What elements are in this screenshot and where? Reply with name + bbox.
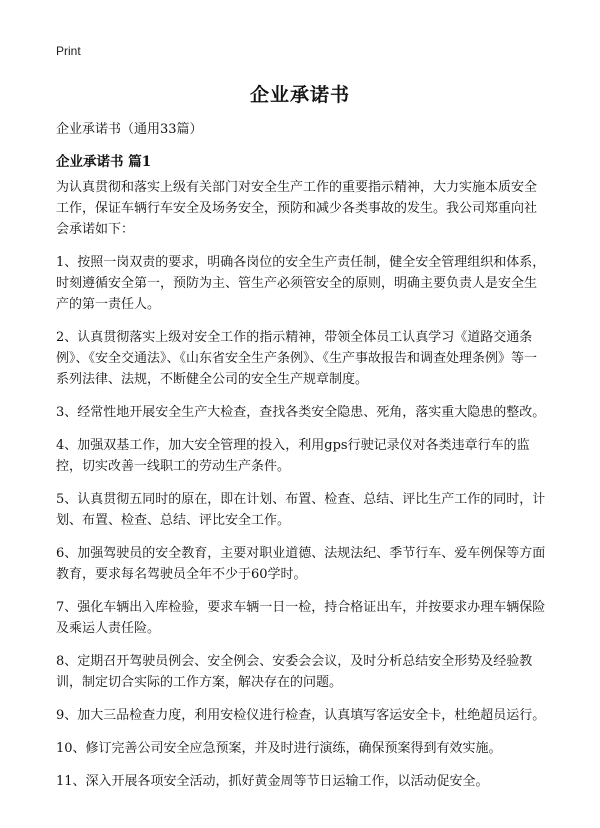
paragraph-item-9: 9、加大三品检查力度，利用安检仪进行检查，认真填写客运安全卡，杜绝超员运行。 [56,708,546,723]
paragraph-item-10: 10、修订完善公司安全应急预案，并及时进行演练，确保预案得到有效实施。 [56,741,502,756]
paragraph-item-11: 11、深入开展各项安全活动，抓好黄金周等节日运输工作，以活动促安全。 [56,774,489,789]
document-body [56,177,548,804]
intro-paragraph: 为认真贯彻和落实上级有关部门对安全生产工作的重要指示精神，大力实施本质安全工作，保证车辆行车安全及场务安全，预防和减少各类事故的发生。我公司郑重向社会承诺如下： [56,180,538,237]
paragraph-item-4: 4、加强双基工作，加大安全管理的投入，利用gps行驶记录仪对各类违章行车的监控，切实改善一线职工的劳动生产条件。 [56,438,530,474]
document-subtitle: 企业承诺书（通用33篇） [56,122,203,137]
paragraph-item-5: 5、认真贯彻五同时的原在，即在计划、布置、检查、总结、评比生产工作的同时，计划、布置、检查、总结、评比安全工作。 [56,492,546,528]
paragraph-item-7: 7、强化车辆出入库检验，要求车辆一日一检，持合格证出车，并按要求办理车辆保险及乘运人责任险。 [56,600,546,636]
paragraph-item-2: 2、认真贯彻落实上级对安全工作的指示精神，带领全体员工认真学习《道路交通条例》、《安全交通法》、《山东省安全生产条例》、《生产事故报告和调查处理条例》等一系列法律、法规，不断健全公司的安全生产规章制度。 [56,330,538,387]
paragraph-item-1: 1、按照一岗双责的要求，明确各岗位的安全生产责任制，健全安全管理组织和体系，时刻遵循安全第一，预防为主、管生产必须管安全的原则，明确主要负责人是安全生产的第一责任人。 [56,255,546,312]
document-title: 企业承诺书 [249,84,350,106]
paragraph-item-6: 6、加强驾驶员的安全教育，主要对职业道德、法规法纪、季节行车、爱车例保等方面教育，要求每名驾驶员全年不少于60学时。 [56,546,546,582]
section-heading: 企业承诺书 篇1 [56,154,152,170]
paragraph-item-8: 8、定期召开驾驶员例会、安全例会、安委会会议，及时分析总结安全形势及经验教训，制定切合实际的工作方案，解决存在的问题。 [56,654,533,690]
paragraph-item-3: 3、经常性地开展安全生产大检查，查找各类安全隐患、死角，落实重大隐患的整改。 [56,405,546,420]
print-link[interactable]: Print [56,44,81,58]
